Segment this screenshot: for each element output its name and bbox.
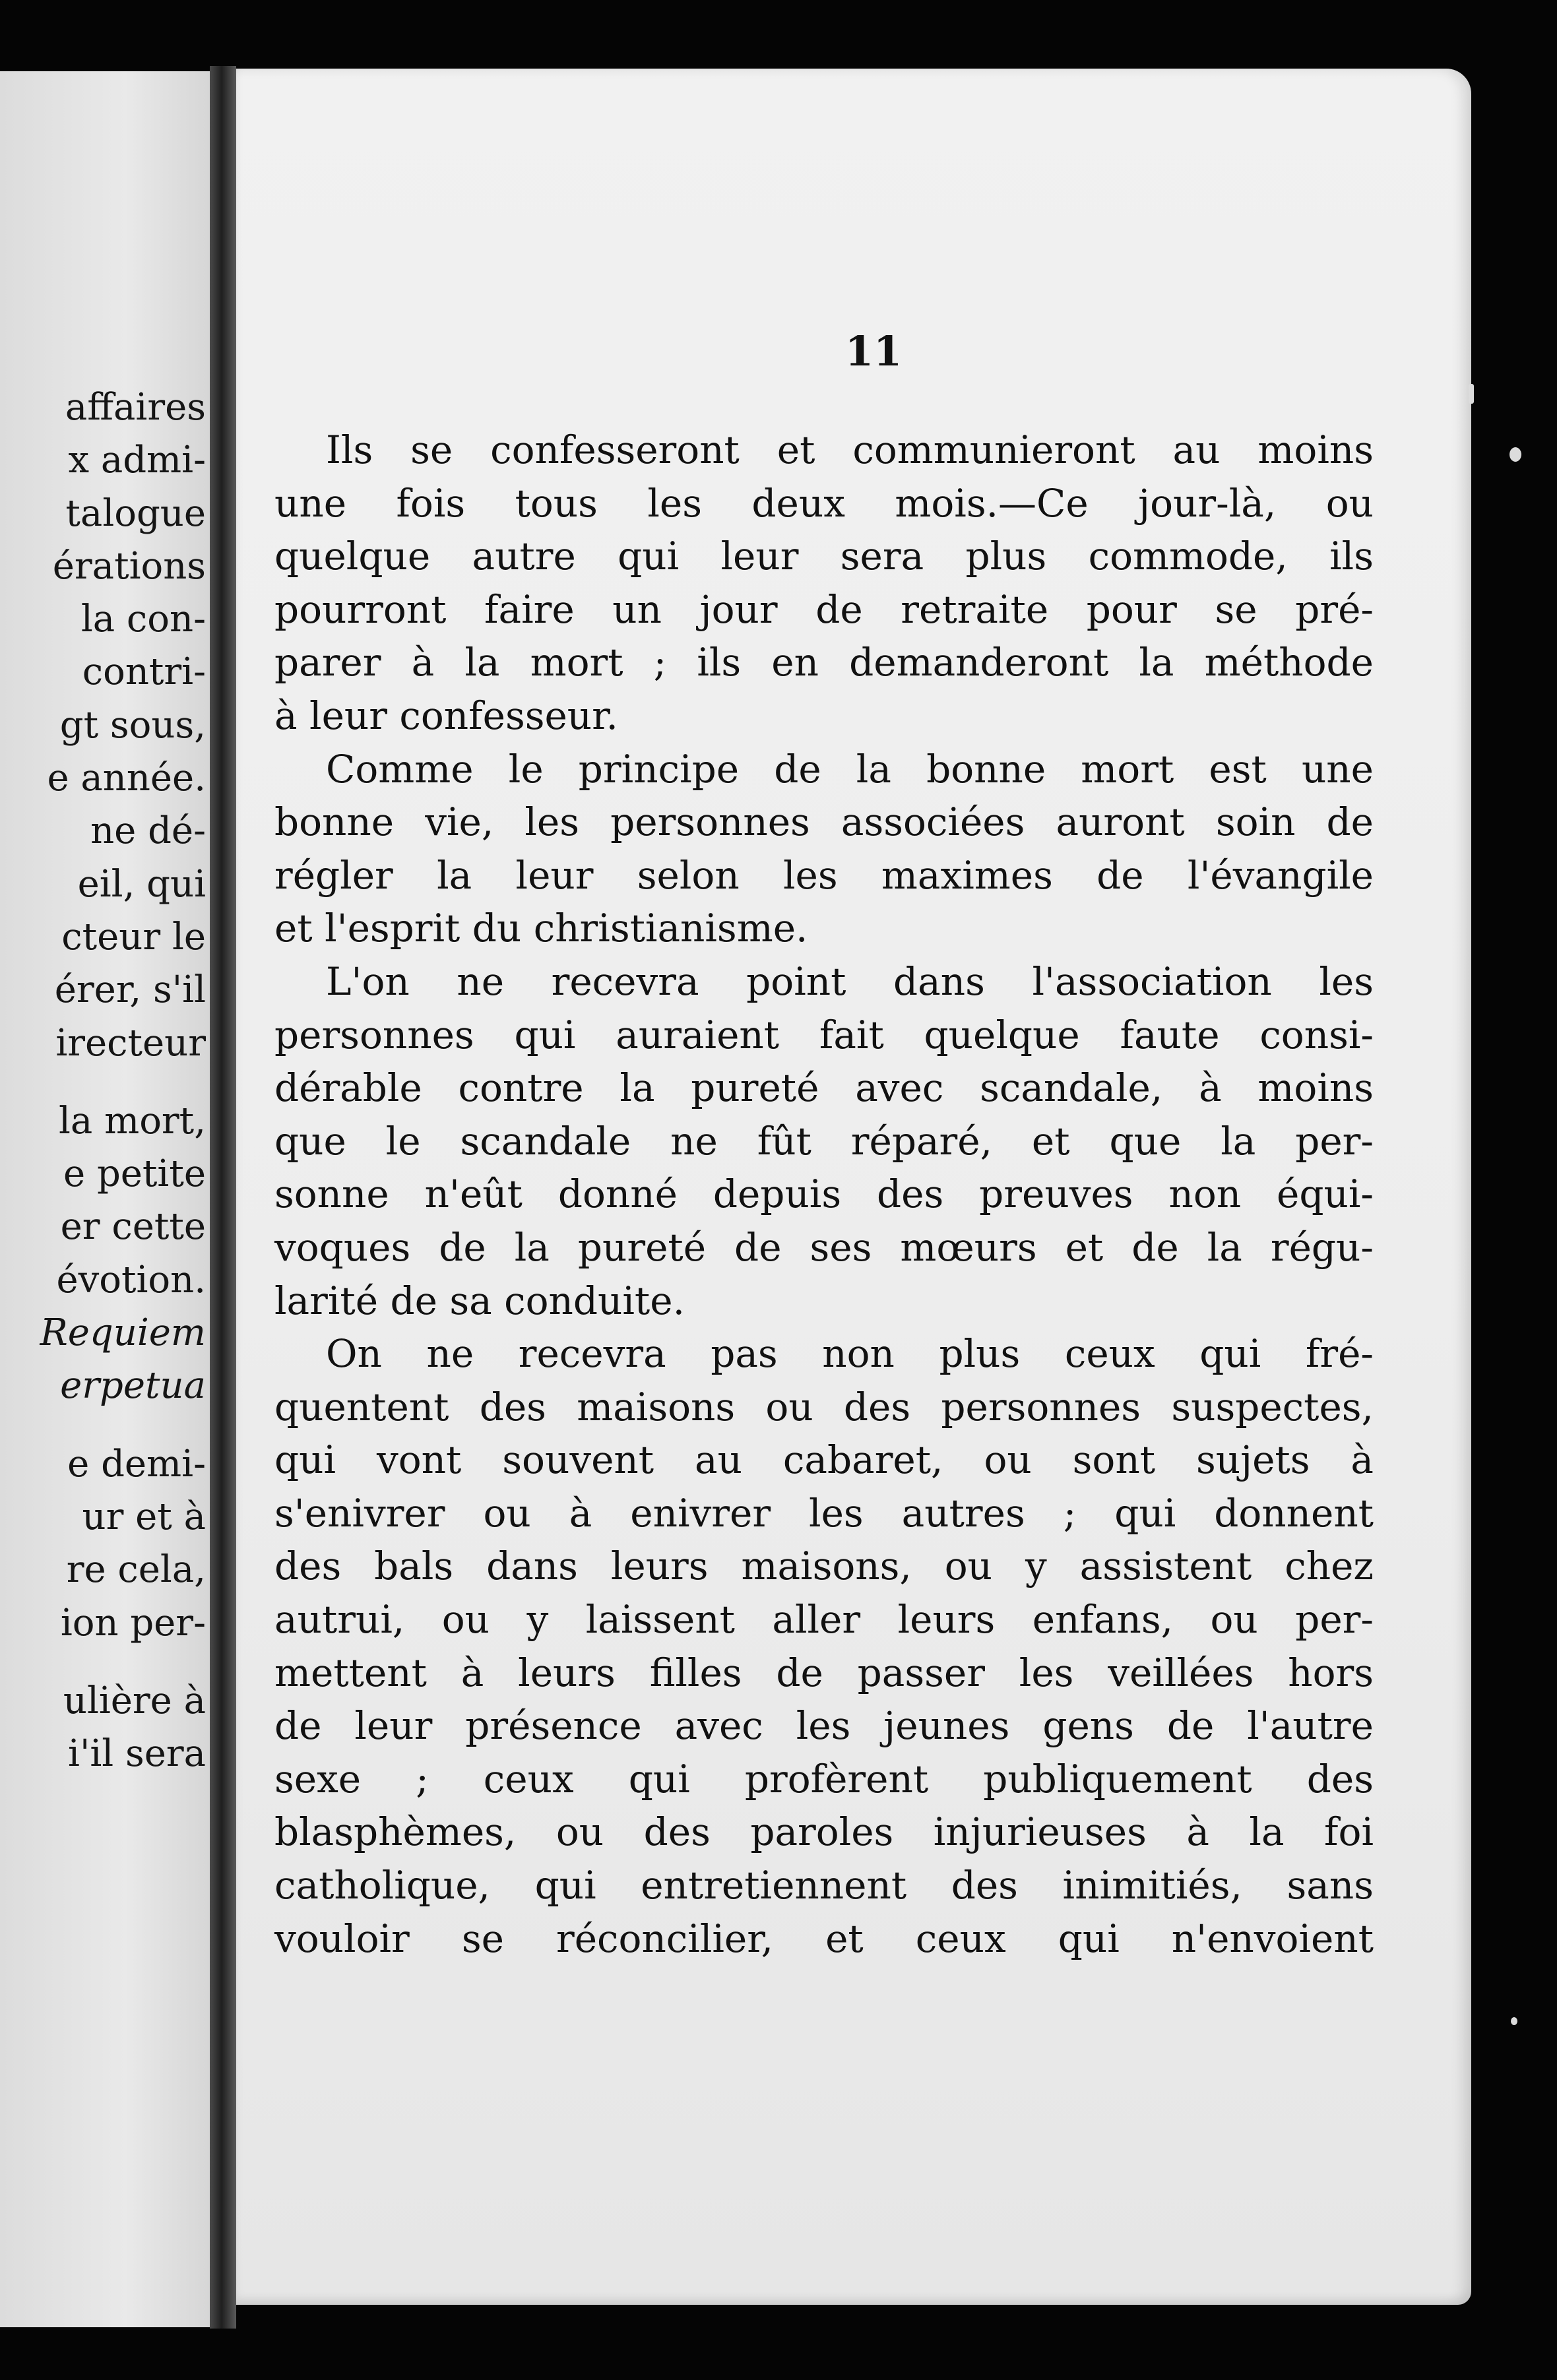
facing-page-line: talogue bbox=[65, 491, 206, 535]
text-line: et l'esprit du christianisme. bbox=[274, 906, 808, 951]
text-line: Comme le principe de la bonne mort est une bbox=[326, 746, 1374, 792]
book-page bbox=[236, 69, 1471, 2305]
text-line: que le scandale ne fût réparé, et que la per- bbox=[274, 1118, 1374, 1164]
text-line: sexe ; ceux qui profèrent publiquement des bbox=[274, 1756, 1374, 1801]
facing-page-line: eil, qui bbox=[77, 862, 206, 906]
text-line: Ils se confesseront et communieront au moins bbox=[326, 427, 1374, 472]
facing-page-gap bbox=[0, 1413, 206, 1438]
text-line: qui vont souvent au cabaret, ou sont sujets à bbox=[274, 1437, 1374, 1483]
text-line: des bals dans leurs maisons, ou y assistent chez bbox=[274, 1544, 1374, 1589]
facing-page-line: Requiem bbox=[40, 1311, 206, 1355]
facing-page-line: i'il sera bbox=[68, 1732, 206, 1776]
facing-page-line: re cela, bbox=[66, 1548, 206, 1592]
text-line: pourront faire un jour de retraite pour se pré- bbox=[274, 586, 1374, 632]
text-line: On ne recevra pas non plus ceux qui fré- bbox=[326, 1331, 1374, 1377]
facing-page-line: érations bbox=[52, 544, 206, 588]
text-line: sonne n'eût donné depuis des preuves non équi- bbox=[274, 1172, 1374, 1217]
facing-page-line: er cette bbox=[60, 1205, 206, 1249]
text-line: voques de la pureté de ses mœurs et de la régu- bbox=[274, 1224, 1374, 1270]
text-line: autrui, ou y laissent aller leurs enfans, ou per- bbox=[274, 1597, 1374, 1643]
facing-page-line: affaires bbox=[65, 386, 206, 429]
scan-speck bbox=[1469, 384, 1474, 404]
page-number: 11 bbox=[844, 327, 903, 375]
text-line: quentent des maisons ou des personnes suspectes, bbox=[274, 1384, 1374, 1429]
facing-page-gap bbox=[0, 1070, 206, 1095]
facing-page-gap bbox=[0, 1650, 206, 1675]
facing-page-text bbox=[0, 381, 206, 1780]
text-line: larité de sa conduite. bbox=[274, 1278, 685, 1323]
facing-page-line: érer, s'il bbox=[54, 968, 206, 1012]
paragraph bbox=[274, 423, 1374, 743]
facing-page-line: e petite bbox=[63, 1152, 206, 1196]
scan-speck bbox=[1509, 447, 1521, 462]
text-line: s'enivrer ou à enivrer les autres ; qui donnent bbox=[274, 1490, 1374, 1536]
facing-page-line: évotion. bbox=[56, 1258, 206, 1301]
text-line: mettent à leurs filles de passer les veillées hors bbox=[274, 1650, 1374, 1695]
text-line: une fois tous les deux mois.—Ce jour-là, ou bbox=[274, 480, 1374, 526]
facing-page-line: e année. bbox=[47, 757, 206, 800]
facing-page-line: e demi- bbox=[67, 1442, 206, 1486]
paragraph bbox=[274, 743, 1374, 955]
facing-page-line: ne dé- bbox=[90, 809, 206, 853]
text-line: catholique, qui entretiennent des inimitiés, sans bbox=[274, 1863, 1374, 1908]
page-body-text bbox=[274, 423, 1374, 1965]
facing-page-line: contri- bbox=[82, 650, 206, 694]
text-line: parer à la mort ; ils en demanderont la méthode bbox=[274, 640, 1374, 685]
text-line: dérable contre la pureté avec scandale, à moins bbox=[274, 1065, 1374, 1111]
facing-page-line: la con- bbox=[80, 598, 206, 641]
text-line: personnes qui auraient fait quelque faute consi- bbox=[274, 1012, 1374, 1057]
facing-page-line: irecteur bbox=[55, 1021, 206, 1065]
text-line: à leur confesseur. bbox=[274, 693, 618, 738]
text-line: bonne vie, les personnes associées auront soin de bbox=[274, 799, 1374, 845]
text-line: régler la leur selon les maximes de l'évangile bbox=[274, 852, 1374, 898]
facing-page-line: ulière à bbox=[63, 1679, 206, 1722]
facing-page-line: ur et à bbox=[82, 1495, 206, 1538]
text-line: blasphèmes, ou des paroles injurieuses à la foi bbox=[274, 1809, 1374, 1855]
facing-page-line: gt sous, bbox=[59, 703, 206, 747]
text-line: vouloir se réconcilier, et ceux qui n'envoient bbox=[274, 1916, 1374, 1961]
facing-page-line: ion per- bbox=[60, 1601, 206, 1644]
book-gutter bbox=[210, 66, 236, 2329]
facing-page-line: erpetua bbox=[60, 1364, 206, 1408]
facing-page-line: la mort, bbox=[59, 1099, 206, 1143]
text-line: de leur présence avec les jeunes gens de l'autre bbox=[274, 1703, 1374, 1749]
facing-page-line: cteur le bbox=[61, 915, 206, 958]
text-line: quelque autre qui leur sera plus commode, ils bbox=[274, 534, 1374, 579]
facing-page-left bbox=[0, 71, 210, 2327]
text-line: L'on ne recevra point dans l'association les bbox=[326, 958, 1374, 1004]
paragraph bbox=[274, 1327, 1374, 1965]
scan-speck bbox=[1511, 2017, 1517, 2025]
paragraph bbox=[274, 955, 1374, 1327]
facing-page-line: x admi- bbox=[68, 439, 206, 482]
